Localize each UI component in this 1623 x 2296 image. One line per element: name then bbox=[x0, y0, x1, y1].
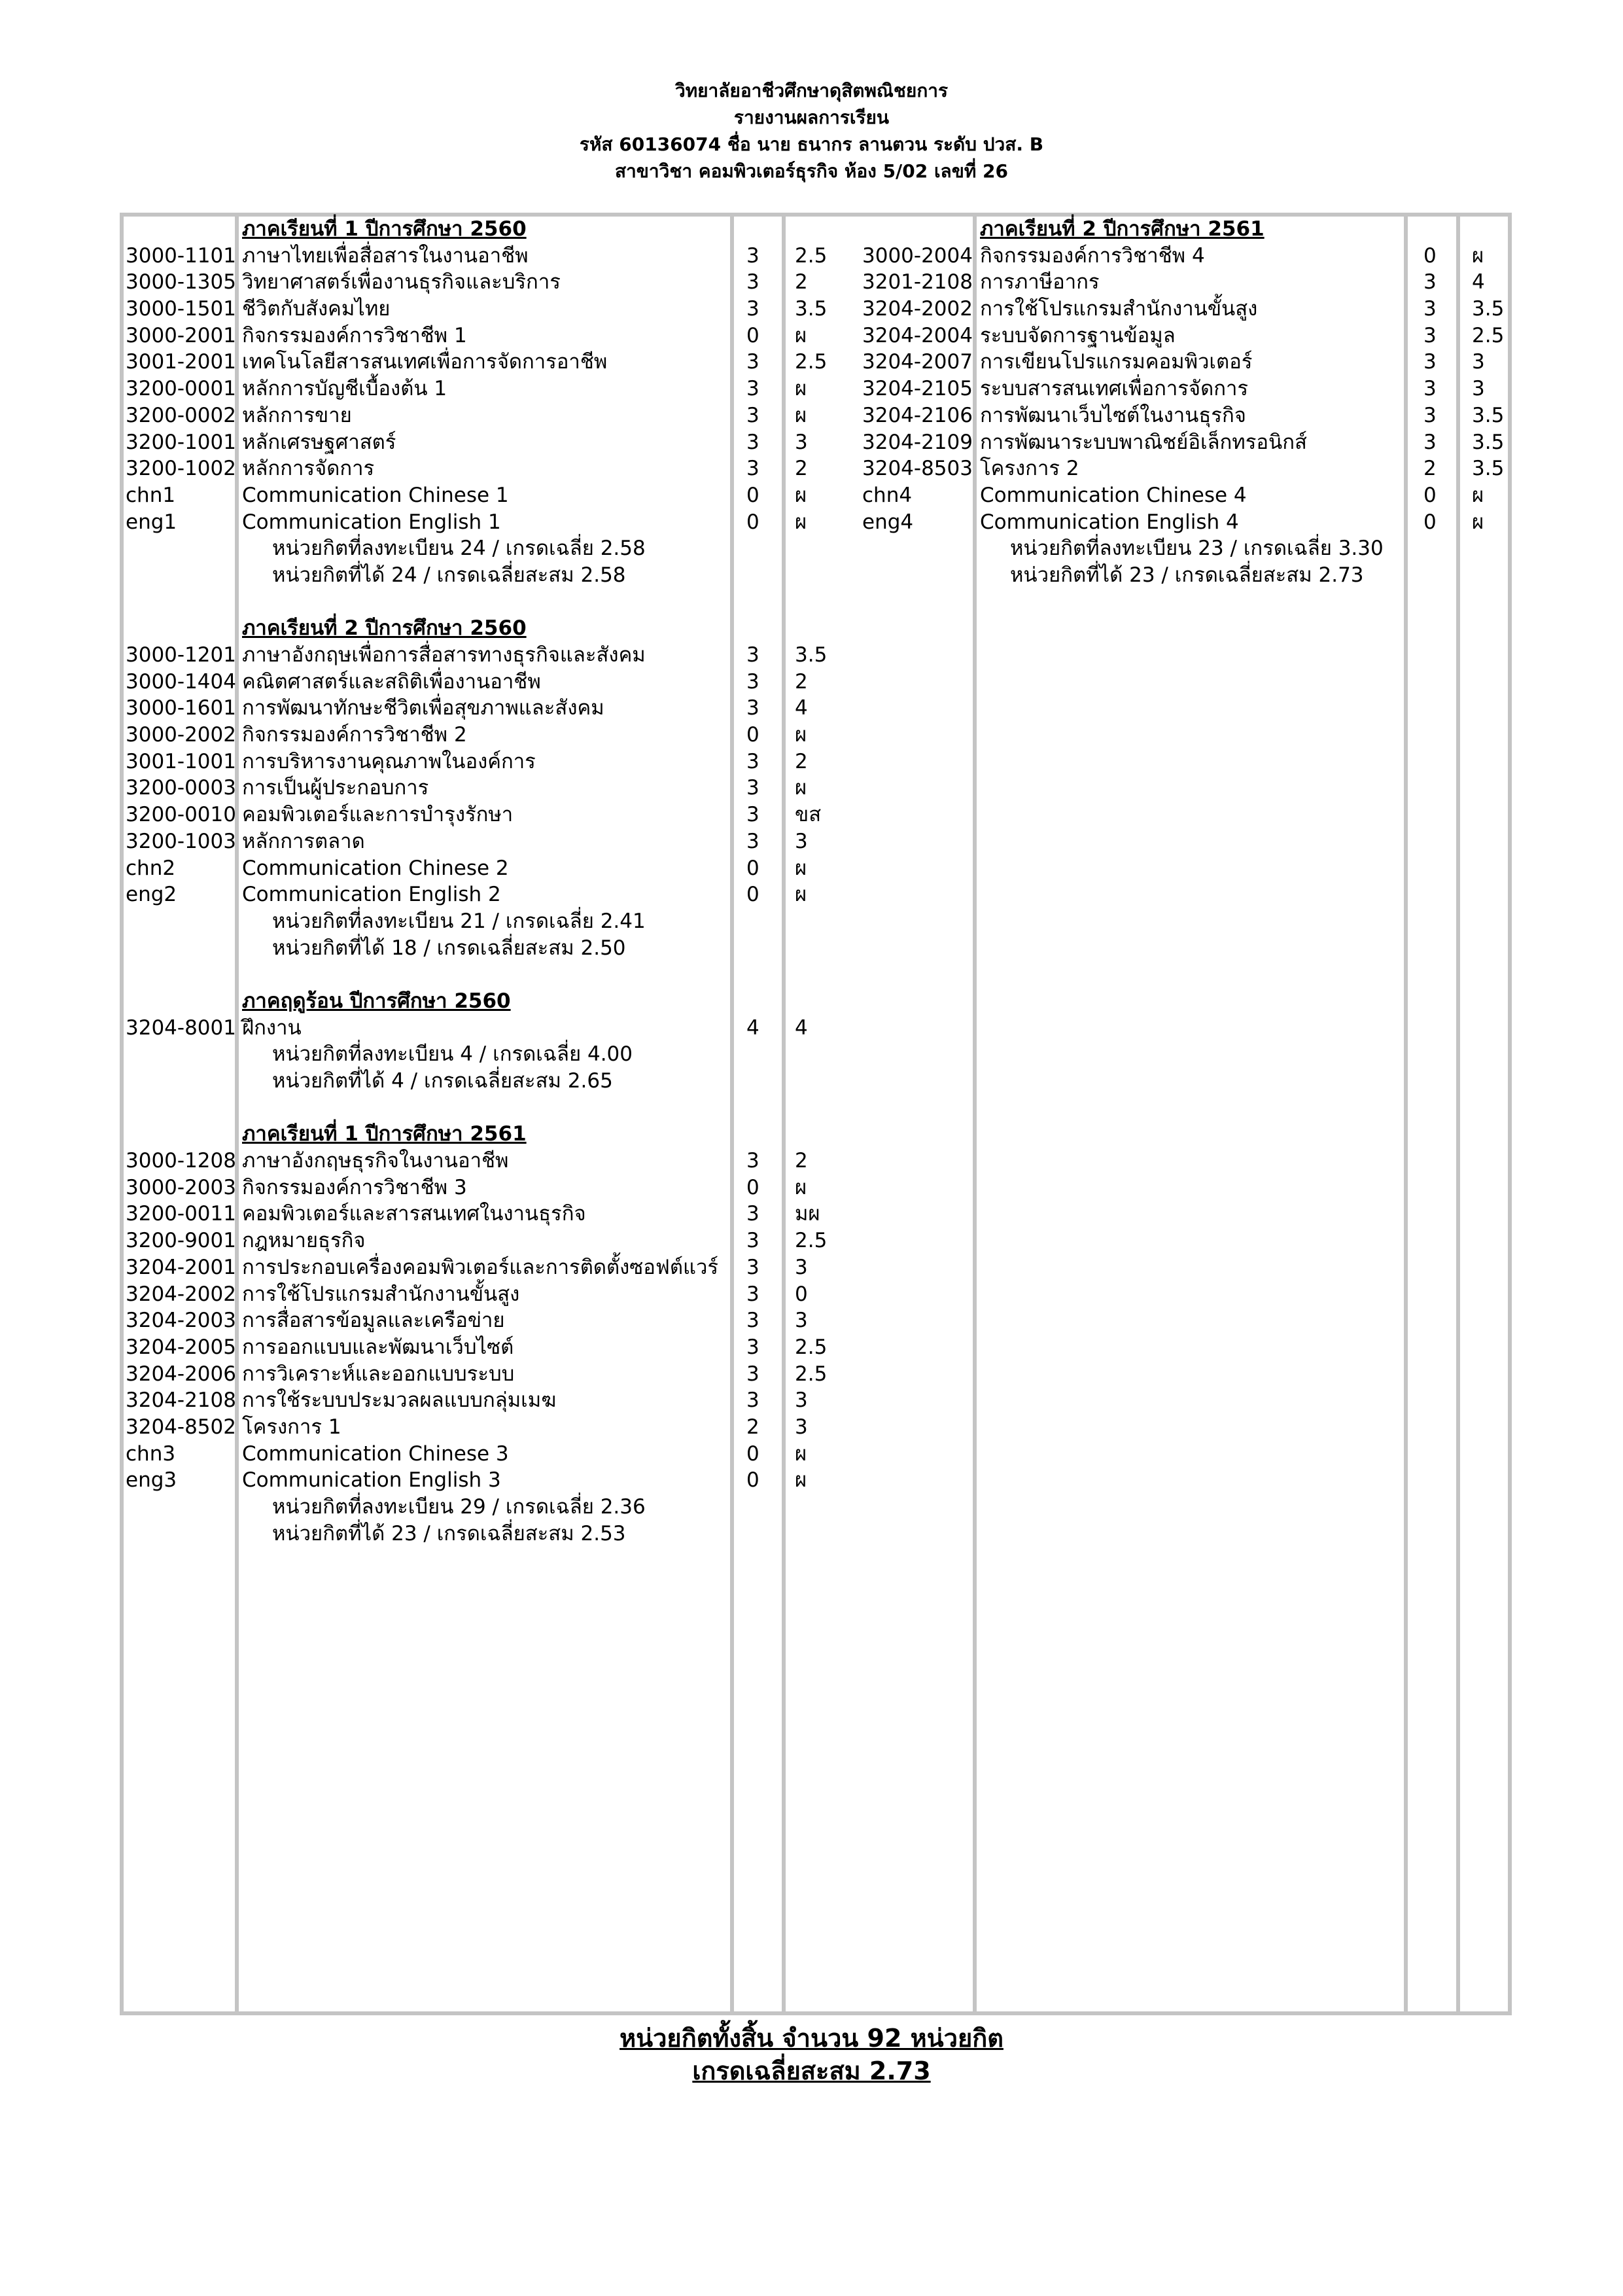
course-credit: 3 bbox=[746, 1282, 759, 1306]
course-grade: 4 bbox=[795, 696, 808, 720]
spacer bbox=[126, 1068, 236, 1095]
spacer bbox=[1472, 535, 1504, 562]
spacer bbox=[795, 988, 827, 1015]
spacer bbox=[746, 1095, 759, 1122]
course-grade: 3.5 bbox=[1472, 430, 1505, 454]
cumulative-gpa: เกรดเฉลี่ยสะสม 2.73 bbox=[692, 2057, 931, 2085]
right-course-column bbox=[980, 216, 1384, 589]
course-code: 3204-2108 bbox=[126, 1388, 236, 1413]
spacer bbox=[746, 535, 759, 562]
course-name: คอมพิวเตอร์และสารสนเทศในงานธุรกิจ bbox=[242, 1202, 586, 1226]
spacer bbox=[746, 216, 759, 243]
course-name: การใช้โปรแกรมสำนักงานขั้นสูง bbox=[242, 1282, 520, 1306]
course-code: chn4 bbox=[862, 483, 913, 507]
semester-summary: หน่วยกิตที่ได้ 18 / เกรดเฉลี่ยสะสม 2.50 bbox=[272, 936, 626, 960]
course-code: 3204-2106 bbox=[862, 403, 973, 427]
course-credit: 3 bbox=[746, 270, 759, 294]
course-code: 3204-2001 bbox=[126, 1255, 236, 1279]
course-grade: 3 bbox=[795, 1309, 808, 1333]
column-divider bbox=[782, 213, 786, 2015]
semester-title: ภาคเรียนที่ 2 ปีการศึกษา 2561 bbox=[980, 217, 1265, 241]
course-grade: 3.5 bbox=[795, 643, 828, 667]
spacer bbox=[746, 1121, 759, 1148]
spacer bbox=[1423, 535, 1437, 562]
course-grade: 0 bbox=[795, 1282, 808, 1306]
course-grade: ผ bbox=[795, 1441, 807, 1466]
column-divider bbox=[1456, 213, 1460, 2015]
course-name: คณิตศาสตร์และสถิติเพื่องานอาชีพ bbox=[242, 669, 541, 694]
course-code: 3000-2004 bbox=[862, 243, 973, 268]
spacer bbox=[746, 1041, 759, 1068]
course-code: 3204-2002 bbox=[862, 297, 973, 321]
course-name: โครงการ 2 bbox=[980, 457, 1079, 481]
course-name: กิจกรรมองค์การวิชาชีพ 4 bbox=[980, 243, 1205, 268]
course-name: ชีวิตกับสังคมไทย bbox=[242, 297, 391, 321]
spacer bbox=[795, 1521, 827, 1547]
spacer bbox=[746, 908, 759, 935]
spacer bbox=[795, 1494, 827, 1521]
course-name: การพัฒนาเว็บไซต์ในงานธุรกิจ bbox=[980, 403, 1246, 427]
spacer bbox=[126, 908, 236, 935]
course-name: ภาษาไทยเพื่อสื่อสารในงานอาชีพ bbox=[242, 243, 529, 268]
spacer bbox=[126, 1521, 236, 1547]
right-credit-column bbox=[1423, 216, 1437, 589]
course-name: หลักการตลาด bbox=[242, 829, 365, 853]
spacer bbox=[795, 589, 827, 616]
course-grade: 2 bbox=[795, 270, 808, 294]
course-grade: ผ bbox=[795, 377, 807, 401]
column-divider bbox=[730, 213, 734, 2015]
course-name: ฝึกงาน bbox=[242, 1016, 302, 1040]
course-name: การใช้ระบบประมวลผลแบบกลุ่มเมฆ bbox=[242, 1388, 557, 1413]
course-credit: 0 bbox=[746, 856, 759, 880]
course-credit: 0 bbox=[746, 1441, 759, 1466]
course-credit: 3 bbox=[746, 1309, 759, 1333]
course-grade: 2.5 bbox=[1472, 323, 1505, 347]
course-name: การประกอบเครื่องคอมพิวเตอร์และการติดตั้งซอฟต์แวร์ bbox=[242, 1255, 719, 1279]
spacer bbox=[1423, 216, 1437, 243]
course-credit: 0 bbox=[746, 1468, 759, 1492]
left-code-column bbox=[126, 216, 236, 1547]
course-grade: ผ bbox=[795, 403, 807, 427]
course-code: 3204-2006 bbox=[126, 1362, 236, 1386]
course-code: 3204-2005 bbox=[126, 1335, 236, 1359]
course-credit: 3 bbox=[746, 243, 759, 268]
course-grade: 3.5 bbox=[1472, 403, 1505, 427]
course-code: eng1 bbox=[126, 510, 177, 534]
spacer bbox=[795, 562, 827, 589]
course-name: หลักการขาย bbox=[242, 403, 352, 427]
course-name: Communication English 3 bbox=[242, 1468, 501, 1492]
course-name: Communication Chinese 3 bbox=[242, 1441, 509, 1466]
course-credit: 3 bbox=[746, 696, 759, 720]
course-credit: 3 bbox=[746, 297, 759, 321]
semester-summary: หน่วยกิตที่ได้ 23 / เกรดเฉลี่ยสะสม 2.73 bbox=[1010, 563, 1364, 587]
spacer bbox=[746, 961, 759, 988]
course-grade: 3 bbox=[795, 829, 808, 853]
course-name: Communication Chinese 4 bbox=[980, 483, 1247, 507]
course-grade: ผ bbox=[1472, 243, 1484, 268]
course-grade: 3 bbox=[1472, 350, 1485, 374]
spacer bbox=[746, 589, 759, 616]
program-info: สาขาวิชา คอมพิวเตอร์ธุรกิจ ห้อง 5/02 เลขที่ 26 bbox=[614, 160, 1009, 182]
course-credit: 3 bbox=[746, 457, 759, 481]
right-grade-column bbox=[1472, 216, 1504, 589]
course-name: ภาษาอังกฤษเพื่อการสื่อสารทางธุรกิจและสังคม bbox=[242, 643, 646, 667]
spacer bbox=[795, 615, 827, 642]
course-name: ระบบจัดการฐานข้อมูล bbox=[980, 323, 1176, 347]
semester-summary: หน่วยกิตที่ลงทะเบียน 29 / เกรดเฉลี่ย 2.36 bbox=[272, 1495, 646, 1519]
report-header bbox=[0, 77, 1623, 185]
spacer bbox=[746, 1068, 759, 1095]
course-name: หลักเศรษฐศาสตร์ bbox=[242, 430, 396, 454]
semester-title: ภาคเรียนที่ 2 ปีการศึกษา 2560 bbox=[242, 616, 527, 641]
spacer bbox=[746, 1521, 759, 1547]
course-credit: 0 bbox=[746, 483, 759, 507]
semester-title: ภาคฤดูร้อน ปีการศึกษา 2560 bbox=[242, 989, 511, 1013]
course-grade: 3 bbox=[1472, 377, 1485, 401]
course-code: 3001-2001 bbox=[126, 350, 236, 374]
course-credit: 3 bbox=[1423, 403, 1437, 427]
course-credit: 3 bbox=[746, 1335, 759, 1359]
course-grade: ผ bbox=[795, 510, 807, 534]
course-credit: 3 bbox=[746, 1255, 759, 1279]
course-name: กิจกรรมองค์การวิชาชีพ 2 bbox=[242, 723, 467, 747]
course-code: 3204-8001 bbox=[126, 1016, 236, 1040]
course-grade: 3 bbox=[795, 1415, 808, 1439]
course-credit: 3 bbox=[1423, 350, 1437, 374]
course-name: วิทยาศาสตร์เพื่องานธุรกิจและบริการ bbox=[242, 270, 561, 294]
course-name: กฎหมายธุรกิจ bbox=[242, 1229, 366, 1253]
course-grade: 3.5 bbox=[795, 297, 828, 321]
course-grade: 2 bbox=[795, 669, 808, 694]
spacer bbox=[126, 1041, 236, 1068]
course-name: กิจกรรมองค์การวิชาชีพ 3 bbox=[242, 1175, 467, 1199]
course-code: 3000-2003 bbox=[126, 1175, 236, 1199]
course-code: 3000-1501 bbox=[126, 297, 236, 321]
course-credit: 3 bbox=[1423, 297, 1437, 321]
course-credit: 3 bbox=[746, 669, 759, 694]
semester-title: ภาคเรียนที่ 1 ปีการศึกษา 2561 bbox=[242, 1122, 527, 1146]
semester-summary: หน่วยกิตที่ได้ 24 / เกรดเฉลี่ยสะสม 2.58 bbox=[272, 563, 626, 587]
course-grade: ผ bbox=[1472, 510, 1484, 534]
course-name: การวิเคราะห์และออกแบบระบบ bbox=[242, 1362, 515, 1386]
course-code: 3204-8503 bbox=[862, 457, 973, 481]
course-code: 3204-2105 bbox=[862, 377, 973, 401]
course-grade: 2.5 bbox=[795, 1229, 828, 1253]
spacer bbox=[862, 562, 973, 589]
course-credit: 0 bbox=[746, 510, 759, 534]
spacer bbox=[746, 935, 759, 962]
column-divider bbox=[973, 213, 977, 2015]
course-credit: 3 bbox=[1423, 323, 1437, 347]
left-course-column bbox=[242, 216, 718, 1547]
course-code: 3204-2002 bbox=[126, 1282, 236, 1306]
college-name: วิทยาลัยอาชีวศึกษาดุสิตพณิชยการ bbox=[674, 80, 949, 101]
course-credit: 0 bbox=[746, 323, 759, 347]
course-grade: ผ bbox=[795, 323, 807, 347]
spacer bbox=[1472, 562, 1504, 589]
right-code-column bbox=[862, 216, 973, 589]
semester-summary: หน่วยกิตที่ลงทะเบียน 4 / เกรดเฉลี่ย 4.00 bbox=[272, 1042, 633, 1067]
semester-summary: หน่วยกิตที่ลงทะเบียน 24 / เกรดเฉลี่ย 2.58 bbox=[272, 537, 646, 561]
spacer bbox=[795, 216, 827, 243]
spacer bbox=[795, 1121, 827, 1148]
course-grade: ผ bbox=[795, 883, 807, 907]
course-credit: 0 bbox=[746, 723, 759, 747]
course-code: 3204-2109 bbox=[862, 430, 973, 454]
course-name: การเป็นผู้ประกอบการ bbox=[242, 776, 429, 800]
course-credit: 3 bbox=[1423, 377, 1437, 401]
course-code: 3000-1601 bbox=[126, 696, 236, 720]
course-credit: 3 bbox=[746, 1202, 759, 1226]
course-code: 3200-0002 bbox=[126, 403, 236, 427]
spacer bbox=[126, 1121, 236, 1148]
course-grade: ผ bbox=[795, 723, 807, 747]
course-credit: 3 bbox=[746, 1362, 759, 1386]
course-grade: 2.5 bbox=[795, 243, 828, 268]
course-credit: 3 bbox=[746, 749, 759, 773]
course-credit: 2 bbox=[746, 1415, 759, 1439]
course-credit: 3 bbox=[1423, 270, 1437, 294]
spacer bbox=[795, 908, 827, 935]
course-grade: 2 bbox=[795, 749, 808, 773]
course-credit: 0 bbox=[746, 1175, 759, 1199]
course-name: ภาษาอังกฤษธุรกิจในงานอาชีพ bbox=[242, 1149, 509, 1173]
spacer bbox=[1472, 216, 1504, 243]
course-code: 3001-1001 bbox=[126, 749, 236, 773]
course-name: หลักการบัญชีเบื้องต้น 1 bbox=[242, 377, 447, 401]
course-grade: ผ bbox=[795, 1468, 807, 1492]
course-grade: 3.5 bbox=[1472, 297, 1505, 321]
course-credit: 3 bbox=[746, 1149, 759, 1173]
transcript-footer bbox=[0, 2022, 1623, 2087]
course-name: การพัฒนาทักษะชีวิตเพื่อสุขภาพและสังคม bbox=[242, 696, 604, 720]
column-divider bbox=[1404, 213, 1408, 2015]
left-grade-column bbox=[795, 216, 827, 1547]
course-credit: 3 bbox=[746, 377, 759, 401]
course-code: 3200-9001 bbox=[126, 1229, 236, 1253]
course-grade: 2.5 bbox=[795, 350, 828, 374]
course-code: eng2 bbox=[126, 883, 177, 907]
course-code: 3200-1001 bbox=[126, 430, 236, 454]
course-code: 3204-8502 bbox=[126, 1415, 236, 1439]
course-name: การสื่อสารข้อมูลและเครือข่าย bbox=[242, 1309, 505, 1333]
semester-title: ภาคเรียนที่ 1 ปีการศึกษา 2560 bbox=[242, 217, 527, 241]
course-grade: ผ bbox=[795, 1175, 807, 1199]
course-code: chn1 bbox=[126, 483, 176, 507]
course-code: 3200-0001 bbox=[126, 377, 236, 401]
course-code: chn3 bbox=[126, 1441, 176, 1466]
course-code: 3000-2001 bbox=[126, 323, 236, 347]
course-credit: 3 bbox=[746, 803, 759, 827]
spacer bbox=[242, 961, 718, 988]
course-code: 3000-1208 bbox=[126, 1149, 236, 1173]
course-name: การออกแบบและพัฒนาเว็บไซต์ bbox=[242, 1335, 514, 1359]
spacer bbox=[126, 589, 236, 616]
spacer bbox=[126, 1095, 236, 1122]
course-code: 3200-1002 bbox=[126, 457, 236, 481]
course-credit: 3 bbox=[1423, 430, 1437, 454]
course-name: Communication English 2 bbox=[242, 883, 501, 907]
spacer bbox=[126, 1494, 236, 1521]
course-grade: 4 bbox=[1472, 270, 1485, 294]
spacer bbox=[746, 988, 759, 1015]
spacer bbox=[242, 589, 718, 616]
course-grade: ผ bbox=[795, 776, 807, 800]
spacer bbox=[126, 562, 236, 589]
course-credit: 3 bbox=[746, 350, 759, 374]
course-code: 3000-2002 bbox=[126, 723, 236, 747]
course-grade: 3 bbox=[795, 1388, 808, 1413]
course-name: กิจกรรมองค์การวิชาชีพ 1 bbox=[242, 323, 467, 347]
semester-summary: หน่วยกิตที่ได้ 4 / เกรดเฉลี่ยสะสม 2.65 bbox=[272, 1069, 613, 1093]
course-credit: 3 bbox=[746, 403, 759, 427]
course-grade: 2 bbox=[795, 1149, 808, 1173]
left-credit-column bbox=[746, 216, 759, 1547]
semester-summary: หน่วยกิตที่ได้ 23 / เกรดเฉลี่ยสะสม 2.53 bbox=[272, 1521, 626, 1545]
spacer bbox=[795, 1068, 827, 1095]
report-title: รายงานผลการเรียน bbox=[733, 107, 890, 128]
course-code: eng3 bbox=[126, 1468, 177, 1492]
spacer bbox=[126, 535, 236, 562]
spacer bbox=[795, 1041, 827, 1068]
course-code: 3201-2108 bbox=[862, 270, 973, 294]
course-code: chn2 bbox=[126, 856, 176, 880]
course-name: หลักการจัดการ bbox=[242, 457, 375, 481]
spacer bbox=[746, 1494, 759, 1521]
course-name: การใช้โปรแกรมสำนักงานขั้นสูง bbox=[980, 297, 1258, 321]
course-name: Communication Chinese 1 bbox=[242, 483, 509, 507]
course-name: ระบบสารสนเทศเพื่อการจัดการ bbox=[980, 377, 1249, 401]
course-code: eng4 bbox=[862, 510, 914, 534]
spacer bbox=[126, 615, 236, 642]
course-grade: ผ bbox=[795, 483, 807, 507]
course-code: 3000-1101 bbox=[126, 243, 236, 268]
course-grade: 2.5 bbox=[795, 1335, 828, 1359]
course-code: 3000-1404 bbox=[126, 669, 236, 694]
course-credit: 0 bbox=[1423, 483, 1437, 507]
course-grade: 2 bbox=[795, 457, 808, 481]
course-grade: 3 bbox=[795, 430, 808, 454]
spacer bbox=[746, 615, 759, 642]
course-name: เทคโนโลยีสารสนเทศเพื่อการจัดการอาชีพ bbox=[242, 350, 608, 374]
course-code: 3000-1201 bbox=[126, 643, 236, 667]
course-credit: 4 bbox=[746, 1016, 759, 1040]
course-name: Communication English 4 bbox=[980, 510, 1239, 534]
course-code: 3200-0010 bbox=[126, 803, 236, 827]
spacer bbox=[126, 988, 236, 1015]
spacer bbox=[1423, 562, 1437, 589]
course-grade: 4 bbox=[795, 1016, 808, 1040]
spacer bbox=[795, 1095, 827, 1122]
total-credits: หน่วยกิตทั้งสิ้น จำนวน 92 หน่วยกิต bbox=[620, 2024, 1003, 2053]
semester-summary: หน่วยกิตที่ลงทะเบียน 21 / เกรดเฉลี่ย 2.41 bbox=[272, 909, 646, 933]
spacer bbox=[746, 562, 759, 589]
course-name: การพัฒนาระบบพาณิชย์อิเล็กทรอนิกส์ bbox=[980, 430, 1307, 454]
course-credit: 3 bbox=[746, 776, 759, 800]
spacer bbox=[795, 961, 827, 988]
spacer bbox=[795, 935, 827, 962]
course-credit: 2 bbox=[1423, 457, 1437, 481]
course-code: 3204-2003 bbox=[126, 1309, 236, 1333]
course-credit: 3 bbox=[746, 430, 759, 454]
spacer bbox=[862, 216, 973, 243]
course-grade: มผ bbox=[795, 1202, 820, 1226]
course-credit: 0 bbox=[1423, 243, 1437, 268]
course-grade: ขส bbox=[795, 803, 822, 827]
course-name: Communication English 1 bbox=[242, 510, 501, 534]
course-name: คอมพิวเตอร์และการบำรุงรักษา bbox=[242, 803, 514, 827]
course-name: Communication Chinese 2 bbox=[242, 856, 509, 880]
course-credit: 3 bbox=[746, 643, 759, 667]
course-name: การเขียนโปรแกรมคอมพิวเตอร์ bbox=[980, 350, 1253, 374]
course-code: 3204-2007 bbox=[862, 350, 973, 374]
spacer bbox=[126, 935, 236, 962]
course-name: โครงการ 1 bbox=[242, 1415, 341, 1439]
course-grade: 3.5 bbox=[1472, 457, 1505, 481]
course-code: 3200-0003 bbox=[126, 776, 236, 800]
course-credit: 0 bbox=[746, 883, 759, 907]
course-code: 3200-0011 bbox=[126, 1202, 236, 1226]
course-grade: 2.5 bbox=[795, 1362, 828, 1386]
course-code: 3204-2004 bbox=[862, 323, 973, 347]
spacer bbox=[126, 961, 236, 988]
course-credit: 3 bbox=[746, 1229, 759, 1253]
semester-summary: หน่วยกิตที่ลงทะเบียน 23 / เกรดเฉลี่ย 3.30 bbox=[1010, 537, 1384, 561]
course-grade: ผ bbox=[795, 856, 807, 880]
spacer bbox=[795, 535, 827, 562]
course-grade: ผ bbox=[1472, 483, 1484, 507]
spacer bbox=[862, 535, 973, 562]
course-credit: 0 bbox=[1423, 510, 1437, 534]
course-name: การบริหารงานคุณภาพในองค์การ bbox=[242, 749, 536, 773]
course-credit: 3 bbox=[746, 829, 759, 853]
course-code: 3200-1003 bbox=[126, 829, 236, 853]
course-name: การภาษีอากร bbox=[980, 270, 1100, 294]
course-grade: 3 bbox=[795, 1255, 808, 1279]
spacer bbox=[242, 1095, 718, 1122]
course-code: 3000-1305 bbox=[126, 270, 236, 294]
spacer bbox=[126, 216, 236, 243]
student-info: รหัส 60136074 ชื่อ นาย ธนากร ลานตวน ระดับ ปวส. B bbox=[579, 133, 1044, 155]
course-credit: 3 bbox=[746, 1388, 759, 1413]
